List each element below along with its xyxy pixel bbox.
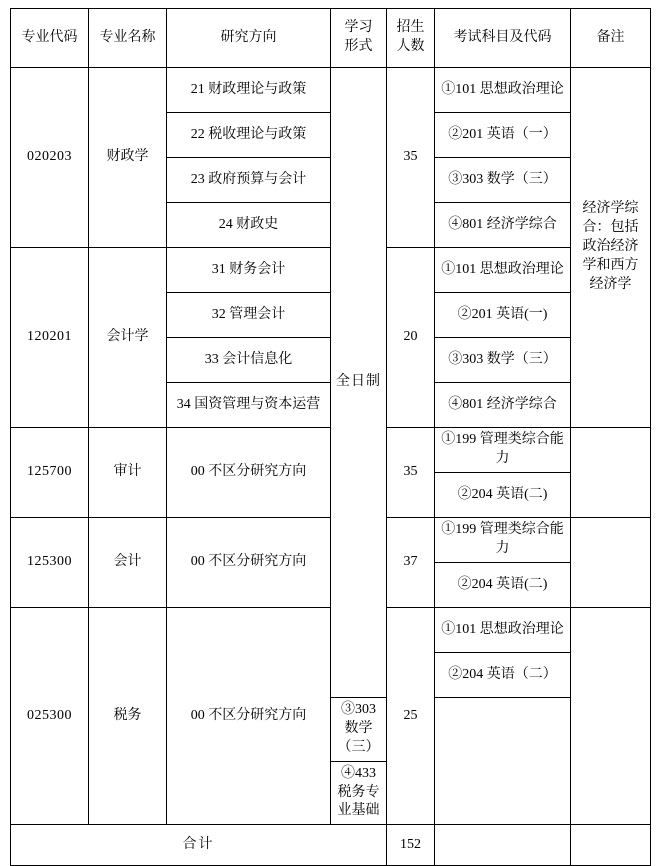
cell-enrollment: 37 — [387, 518, 435, 608]
remark-line-3: 政治经济 — [582, 239, 639, 255]
table-header — [11, 9, 651, 68]
cell-research-direction: 00 不区分研究方向 — [167, 428, 331, 518]
remark-line-5: 经济学 — [589, 276, 632, 292]
cell-enrollment: 35 — [387, 68, 435, 248]
cell-research-direction: 22 税收理论与政策 — [167, 113, 331, 158]
cell-research-direction: 23 政府预算与会计 — [167, 158, 331, 203]
remark-line-1: 经济学综 — [582, 201, 639, 217]
cell-exam-subject: ②201 英语(一) — [435, 293, 571, 338]
cell-major-code: 025300 — [11, 608, 89, 825]
total-label: 合计 — [11, 825, 387, 866]
header-enrollment-line1: 招生 — [396, 20, 425, 36]
remark-line-4: 学和西方 — [582, 257, 639, 273]
header-major-code: 专业代码 — [11, 9, 89, 68]
cell-exam-subject: ①101 思想政治理论 — [435, 68, 571, 113]
cell-major-name: 会计 — [89, 518, 167, 608]
cell-major-name: 会计学 — [89, 248, 167, 428]
cell-remarks — [571, 608, 651, 825]
header-enrollment — [387, 9, 435, 68]
cell-exam-subject: ③303 数学（三） — [435, 338, 571, 383]
cell-exam-subject: ①199 管理类综合能力 — [435, 518, 571, 563]
header-study-form-line2: 形式 — [344, 39, 373, 54]
cell-research-direction: 32 管理会计 — [167, 293, 331, 338]
cell-research-direction: 00 不区分研究方向 — [167, 518, 331, 608]
cell-remarks — [571, 428, 651, 518]
header-row — [11, 9, 651, 68]
table-body — [11, 68, 651, 866]
cell-research-direction: 33 会计信息化 — [167, 338, 331, 383]
cell-remarks — [571, 518, 651, 608]
header-exam-subjects: 考试科目及代码 — [435, 9, 571, 68]
cell-research-direction: 31 财务会计 — [167, 248, 331, 293]
cell-exam-subject: ②204 英语(二) — [435, 473, 571, 518]
cell-remarks — [571, 68, 651, 428]
cell-exam-subject: ③303 数学（三） — [435, 158, 571, 203]
cell-research-direction: 00 不区分研究方向 — [167, 608, 331, 825]
cell-exam-subject: ③303 数学（三） — [331, 698, 387, 762]
cell-enrollment: 20 — [387, 248, 435, 428]
cell-major-code: 120201 — [11, 248, 89, 428]
total-value: 152 — [387, 825, 435, 866]
cell-major-name: 税务 — [89, 608, 167, 825]
header-research-direction: 研究方向 — [167, 9, 331, 68]
cell-exam-subject: ①101 思想政治理论 — [435, 248, 571, 293]
table-row — [11, 68, 651, 113]
header-study-form — [331, 9, 387, 68]
header-remarks: 备注 — [571, 9, 651, 68]
cell-research-direction: 24 财政史 — [167, 203, 331, 248]
footer-exam-empty — [435, 825, 571, 866]
cell-study-form: 全日制 — [331, 68, 387, 698]
cell-major-code: 125700 — [11, 428, 89, 518]
footer-remark-empty — [571, 825, 651, 866]
cell-exam-subject: ②201 英语（一） — [435, 113, 571, 158]
cell-exam-subject: ④801 经济学综合 — [435, 383, 571, 428]
cell-exam-subject: ②204 英语(二) — [435, 563, 571, 608]
cell-enrollment: 25 — [387, 608, 435, 825]
table-footer-row — [11, 825, 651, 866]
cell-major-name: 审计 — [89, 428, 167, 518]
cell-research-direction: 21 财政理论与政策 — [167, 68, 331, 113]
cell-exam-subject: ②204 英语（二） — [435, 653, 571, 698]
cell-exam-subject: ①101 思想政治理论 — [435, 608, 571, 653]
cell-exam-subject: ①199 管理类综合能力 — [435, 428, 571, 473]
header-major-name: 专业名称 — [89, 9, 167, 68]
cell-major-name: 财政学 — [89, 68, 167, 248]
remark-line-2: 合：包括 — [582, 220, 639, 236]
cell-exam-subject: ④433 税务专业基础 — [331, 761, 387, 825]
cell-research-direction: 34 国资管理与资本运营 — [167, 383, 331, 428]
header-study-form-line1: 学习 — [344, 20, 373, 36]
cell-major-code: 125300 — [11, 518, 89, 608]
cell-enrollment: 35 — [387, 428, 435, 518]
cell-major-code: 020203 — [11, 68, 89, 248]
major-enrollment-table — [10, 8, 651, 866]
cell-exam-subject: ④801 经济学综合 — [435, 203, 571, 248]
header-enrollment-line2: 人数 — [396, 39, 425, 54]
